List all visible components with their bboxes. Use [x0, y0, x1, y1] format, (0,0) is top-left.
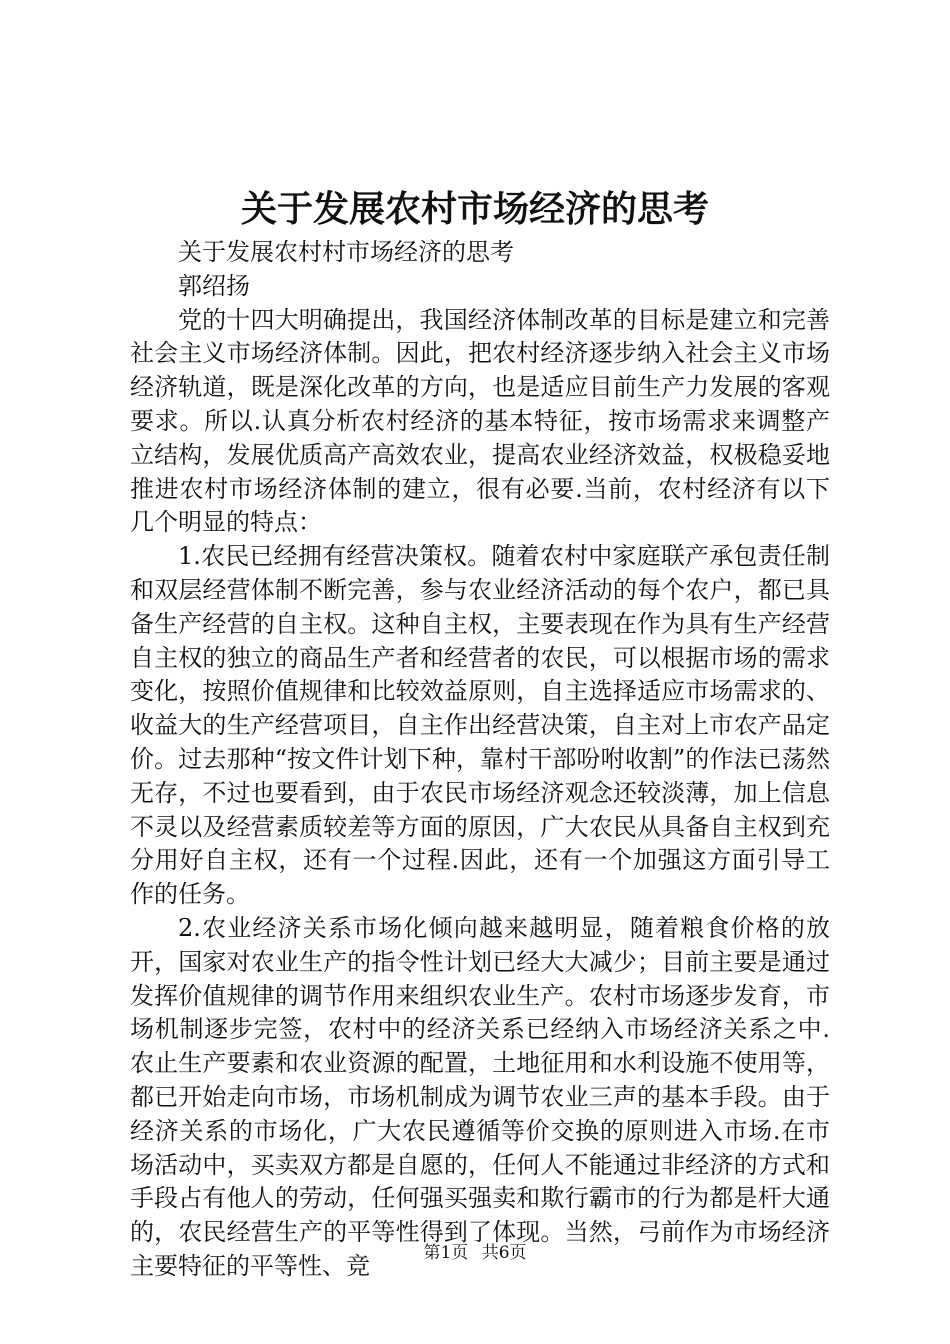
- page-footer: [0, 1241, 950, 1265]
- paragraph-point-2: 2.农业经济关系市场化倾向越来越明显，随着粮食价格的放开，国家对农业生产的指令性计划已经大大减少；目前主要是通过发挥价值规律的调节作用来组织农业生产。农村市场逐步发育，市场机制逐步完签，农村中的经济关系已经纳入市场经济关系之中.农止生产要素和农业资源的配置，土地征用和水利设施不使用等，都已开始走向市场，市场机制成为调节农业三声的基本手段。由于经济关系的市场化，广大农民遵循等价交换的原则进入市场.在市场活动中，买卖双方都是自愿的，任何人不能通过非经济的方式和手段占有他人的劳动，任何强买强卖和欺行霸市的行为都是杆大通的，农民经营生产的平等性得到了体现。当然，弓前作为市场经济主要特征的平等性、竞: [130, 913, 830, 1280]
- paragraph-point-1: 1.农民已经拥有经营决策权。随着农村中家庭联产承包责任制和双层经营体制不断完善，参与农业经济活动的每个农户，都已具备生产经营的自主权。这种自主权，主要表现在作为具有生产经营自主权的独立的商品生产者和经营者的农民，可以根据市场的需求变化，按照价值规律和比较效益原则，自主选择适应市场需求的、收益大的生产经营项目，自主作出经营决策，自主对上市农产品定价。过去那种“按文件计划下种，靠村干部吩咐收割”的作法已荡然无存，不过也要看到，由于农民市场经济观念还较淡薄，加上信息不灵以及经营素质较差等方面的原因，广大农民从具备自主权到充分用好自主权，还有一个过程.因此，还有一个加强这方面引导工作的任务。: [130, 542, 830, 909]
- page-total: 共6页: [481, 1243, 527, 1263]
- document-subtitle: 关于发展农村村市场经济的思考: [178, 238, 514, 266]
- document-author: 郭绍扬: [178, 271, 250, 300]
- document-title: 关于发展农村市场经济的思考: [240, 188, 709, 230]
- page-number: 第1页: [423, 1243, 469, 1263]
- document-body: [130, 236, 830, 1284]
- paragraph-intro: 党的十四大明确提出，我国经济体制改革的目标是建立和完善社会主义市场经济体制。因此，把农村经济逐步纳入社会主义市场经济轨道，既是深化改革的方向，也是适应目前生产力发展的客观要求。所以.认真分析农村经济的基本特征，按市场需求来调整产立结构，发展优质高产高效农业，提高农业经济效益，权极稳妥地推进农村市场经济体制的建立，很有必要.当前，农村经济有以下几个明显的特点：: [130, 305, 830, 537]
